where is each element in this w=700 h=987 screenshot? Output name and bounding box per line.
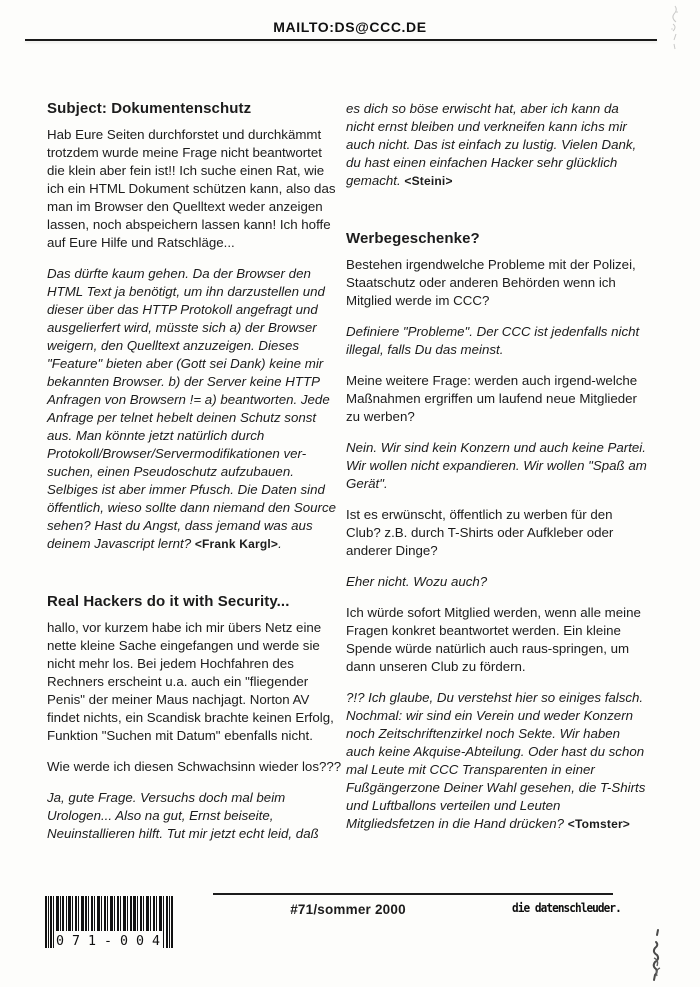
author-tag-steini: <Steini>	[404, 174, 453, 188]
header-rule	[25, 39, 657, 41]
letter-paragraph: Bestehen irgendwelche Probleme mit der Polizei, Staatschutz oder anderen Behörden wenn ich Mitglied werde im CCC?	[346, 257, 636, 308]
footer-rule	[213, 893, 613, 895]
letter-paragraph: Wie werde ich diesen Schwachsinn wieder los???	[47, 759, 342, 774]
letter-paragraph: Meine weitere Frage: werden auch irgend-welche Maßnahmen ergriffen um laufend neue Mitglieder zu werben?	[346, 373, 638, 424]
magazine-logo: die datenschleuder.	[512, 901, 621, 915]
author-tag-tomster: <Tomster>	[567, 817, 631, 831]
article-heading-werbegeschenke: Werbegeschenke?	[346, 230, 480, 247]
reply-paragraph-continued	[346, 100, 649, 190]
letter-paragraph: hallo, vor kurzem habe ich mir übers Netz eine nette kleine Sache eingefangen und werde sie nicht mehr los. Bei jedem Hochfahren des Rechners erscheint u.a. auch ein "fliegender Penis" der meiner Maus nachjagt. Norton AV findet nichts, ein Scandisk brachte keinen Erfolg, Funktion "Suchen mit Datum" ebenfalls nicht.	[47, 620, 334, 743]
reply-suffix: .	[278, 536, 282, 551]
barcode-digits: 0 7 1 - 0 0 4	[56, 934, 161, 949]
article-heading-real-hackers: Real Hackers do it with Security...	[47, 593, 290, 610]
reply-text: ?!? Ich glaube, Du verstehst hier so einiges falsch. Nochmal: wir sind ein Verein und weder Konzern noch Zeitschriftenzirkel noch Sekte. Wir haben auch keine Akquise-Abteilung. Oder hast du schon mal Leute mit CCC Transparenten in einer Fußgängerzone Deiner Wahl gesehen, die T-Shirts und Luftballons verteilen und Leuten Mitgliedsfetzen in die Hand drücken?	[346, 690, 646, 831]
author-tag-frank-kargl: <Frank Kargl>	[194, 537, 279, 551]
reply-paragraph	[47, 265, 342, 553]
issue-number: #71/sommer 2000	[290, 902, 406, 917]
reply-paragraph: Definiere "Probleme". Der CCC ist jedenfalls nicht illegal, falls Du das meinst.	[346, 324, 640, 357]
scan-artifact-icon	[662, 2, 688, 66]
reply-paragraph: Eher nicht. Wozu auch?	[346, 574, 488, 589]
page-header-title: MAILTO:DS@CCC.DE	[273, 19, 427, 35]
article-heading-dokumentenschutz: Subject: Dokumentenschutz	[47, 100, 252, 117]
scan-artifact-icon	[644, 928, 670, 984]
letter-paragraph: Hab Eure Seiten durchforstet und durchkämmt trotzdem wurde meine Frage nicht beantwortet die klein aber fein ist!! Ich suche einen Rat, wie ich ein HTML Dokument schützen kann, also das man im Browser den Quelltext weder anzeigen lassen, noch abspeichern lassen kann! Ich hoffe auf Eure Hilfe und Ratschläge...	[47, 127, 336, 250]
reply-text: Das dürfte kaum gehen. Da der Browser den HTML Text ja benötigt, um ihn darzustellen und dieser über das HTTP Protokoll angefragt und ausgelierfert wird, müsste sich a) der Browser weigern, den Quelltext anzuzeigen. Dieses "Feature" bieten aber (Gott sei Dank) keine mir bekannten Browser. b) der Server keine HTTP Anfragen von Browsern != a) beantworten. Jede Anfrage per telnet hebelt deinen Schutz sonst aus. Man könnte jetzt natürlich durch Protokoll/Browser/Servermodifikationen ver-suchen, einen Pseudoschutz aufzubauen. Selbiges ist aber immer Pfusch. Die Daten sind öffentlich, wieso sollte dann niemand den Source sehen? Hast du Angst, dass jemand was aus deinem Javascript lernt?	[47, 266, 337, 551]
issue-barcode	[45, 896, 173, 950]
barcode-graphic	[45, 896, 173, 950]
letter-paragraph: Ich würde sofort Mitglied werden, wenn alle meine Fragen konkret beantwortet werden. Ein kleine Spende würde natürlich auch raus-springen, um dann unseren Club zu fördern.	[346, 605, 641, 674]
right-column	[346, 100, 649, 846]
reply-paragraph: Nein. Wir sind kein Konzern und auch keine Partei. Wir wollen nicht expandieren. Wir wollen "Spaß am Gerät".	[346, 440, 647, 491]
left-column	[47, 100, 342, 856]
reply-paragraph: Ja, gute Frage. Versuchs doch mal beim Urologen... Also na gut, Ernst beiseite, Neuinstallieren hilft. Tut mir jetzt echt leid, daß	[47, 790, 319, 841]
letter-paragraph: Ist es erwünscht, öffentlich zu werben für den Club? z.B. durch T-Shirts oder Aufkleber oder anderer Dinge?	[346, 507, 614, 558]
reply-text: es dich so böse erwischt hat, aber ich kann da nicht ernst bleiben und verkneifen kann ichs mir auch nicht. Das ist einfach zu lustig. Vielen Dank, du hast einen einfachen Hacker sehr glücklich gemacht.	[346, 101, 637, 188]
reply-paragraph	[346, 689, 649, 833]
